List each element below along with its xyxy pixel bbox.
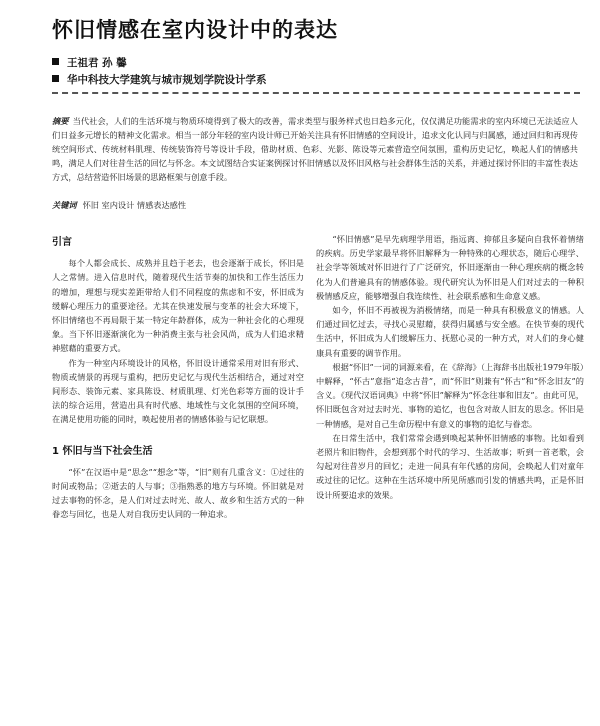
intro-paragraph-1: 每个人都会成长、成熟并且趋于老去，也会逐渐于成长，怀旧是人之常情。进入信息时代，随着现代生活节奏的加快和工作生活压力的增加，理想与现实差距带给人们不同程度的焦虑和不安，怀旧成为缓解心理压力的重要途径。尤其在快速发展与变革的社会大环境下，怀旧情绪也不再局限于某一特定年龄群体，成为一种社会化的心理现象。当下怀旧逐渐演化为一种消费主张与社会风尚，成为人们追求精神慰藉的重要方式。: [52, 258, 304, 354]
right-paragraph-1: “怀旧情感”是早先病理学用语，指远离、抑郁且多疑向自我怀着情绪的疾病。历史学家最早将怀旧解释为一种特殊的心理状态，随后心理学、社会学等领域对怀旧进行了广泛研究，怀旧逐渐由一种心理疾病的概念转化为人们普遍具有的情感体验。现代研究认为怀旧是人们对过去的一种积极情感反应，能够增强自我连续性、社会联系感和生命意义感。: [316, 234, 584, 301]
keywords-label: 关键词: [52, 200, 77, 210]
keywords: [52, 198, 578, 212]
right-paragraph-2: 如今，怀旧不再被视为消极情绪，而是一种具有积极意义的情感。人们通过回忆过去，寻找心灵慰藉，获得归属感与安全感。在快节奏的现代生活中，怀旧成为人们缓解压力、抚慰心灵的一种方式，对人们的身心健康具有重要的调节作用。: [316, 305, 584, 358]
author-line: [52, 55, 127, 70]
right-paragraph-4: 在日常生活中，我们常常会遇到唤起某种怀旧情感的事物。比如看到老照片和旧物件，会想到那个时代的学习、生活故事；听到一首老歌，会勾起对往昔岁月的回忆；走进一间具有年代感的房间，会唤起人们对童年或过往的记忆。这种在生活环境中所见所感而引发的情感共鸣，正是怀旧设计所要追求的效果。: [316, 432, 584, 500]
intro-paragraph-2: 作为一种室内环境设计的风格，怀旧设计通常采用对旧有形式、物质或情景的再现与重构，把历史记忆与现代生活相结合，通过对空间形态、装饰元素、家具陈设、材质肌理、灯光色彩等方面的设计手法的综合运用，营造出具有时代感、地域性与文化氛围的空间环境，在满足使用功能的同时，唤起使用者的情感体验与记忆联想。: [52, 357, 304, 425]
abstract-label: 摘要: [52, 116, 69, 126]
abstract-text: 当代社会，人们的生活环境与物质环境得到了极大的改善，需求类型与服务样式也日趋多元化，仅仅满足功能需求的室内环境已无法适应人们日益多元增长的精神文化需求。相当一部分年轻的室内设计师已开始关注具有怀旧情感的空间设计，追求文化认同与归属感，通过回归和再现传统空间形式、传统材料肌理、传统装饰符号等设计手段，借助材质、色彩、光影、陈设等元素营造空间氛围，重构历史记忆，唤起人们的情感共鸣，满足人们对往昔生活的回忆与怀念。本文试图结合实证案例探讨怀旧情感以及怀旧风格与社会群体生活的关系，并通过探讨怀旧的丰富性表达方式，总结营造怀旧场景的思路框架与创意手段。: [52, 116, 578, 182]
bullet-square-icon: [52, 75, 59, 82]
bullet-square-icon: [52, 58, 59, 65]
abstract: [52, 114, 578, 184]
keywords-text: 怀旧 室内设计 情感表达感性: [82, 200, 187, 210]
right-column: [316, 232, 584, 502]
header-divider: [52, 92, 580, 94]
section-heading-intro: 引言: [52, 237, 72, 248]
section-heading-1: 1 怀旧与当下社会生活: [52, 445, 153, 457]
article-title: 怀旧情感在室内设计中的表达: [52, 18, 338, 42]
affiliation: 华中科技大学建筑与城市规划学院设计学系: [67, 74, 267, 86]
authors: 王祖君 孙 馨: [67, 57, 127, 69]
affiliation-line: [52, 72, 267, 87]
left-column: [52, 232, 304, 522]
section1-paragraph-1: “怀”在汉语中是“思念”“想念”等，“旧”则有几重含义：①过往的时间或物品；②逝去的人与事；③指熟悉的地方与环境。怀旧就是对过去事物的怀念，是人们对过去时光、故人、故乡和生活方式的一种眷恋与回忆，也是人对自我历史认同的一种追求。: [52, 466, 304, 520]
right-paragraph-3: 根据“怀旧”一词的词源来看，在《辞海》（上海辞书出版社1979年版）中解释，“怀古”意指“追念古昔”，而“怀旧”则兼有“怀古”和“怀念旧友”的含义。《现代汉语词典》中将“怀旧”解释为“怀念往事和旧友”。由此可见，怀旧既包含对过去时光、事物的追忆，也包含对故人旧友的思念。怀旧是一种情感，是对自己生命历程中有意义的事物的追忆与眷恋。: [316, 361, 584, 429]
